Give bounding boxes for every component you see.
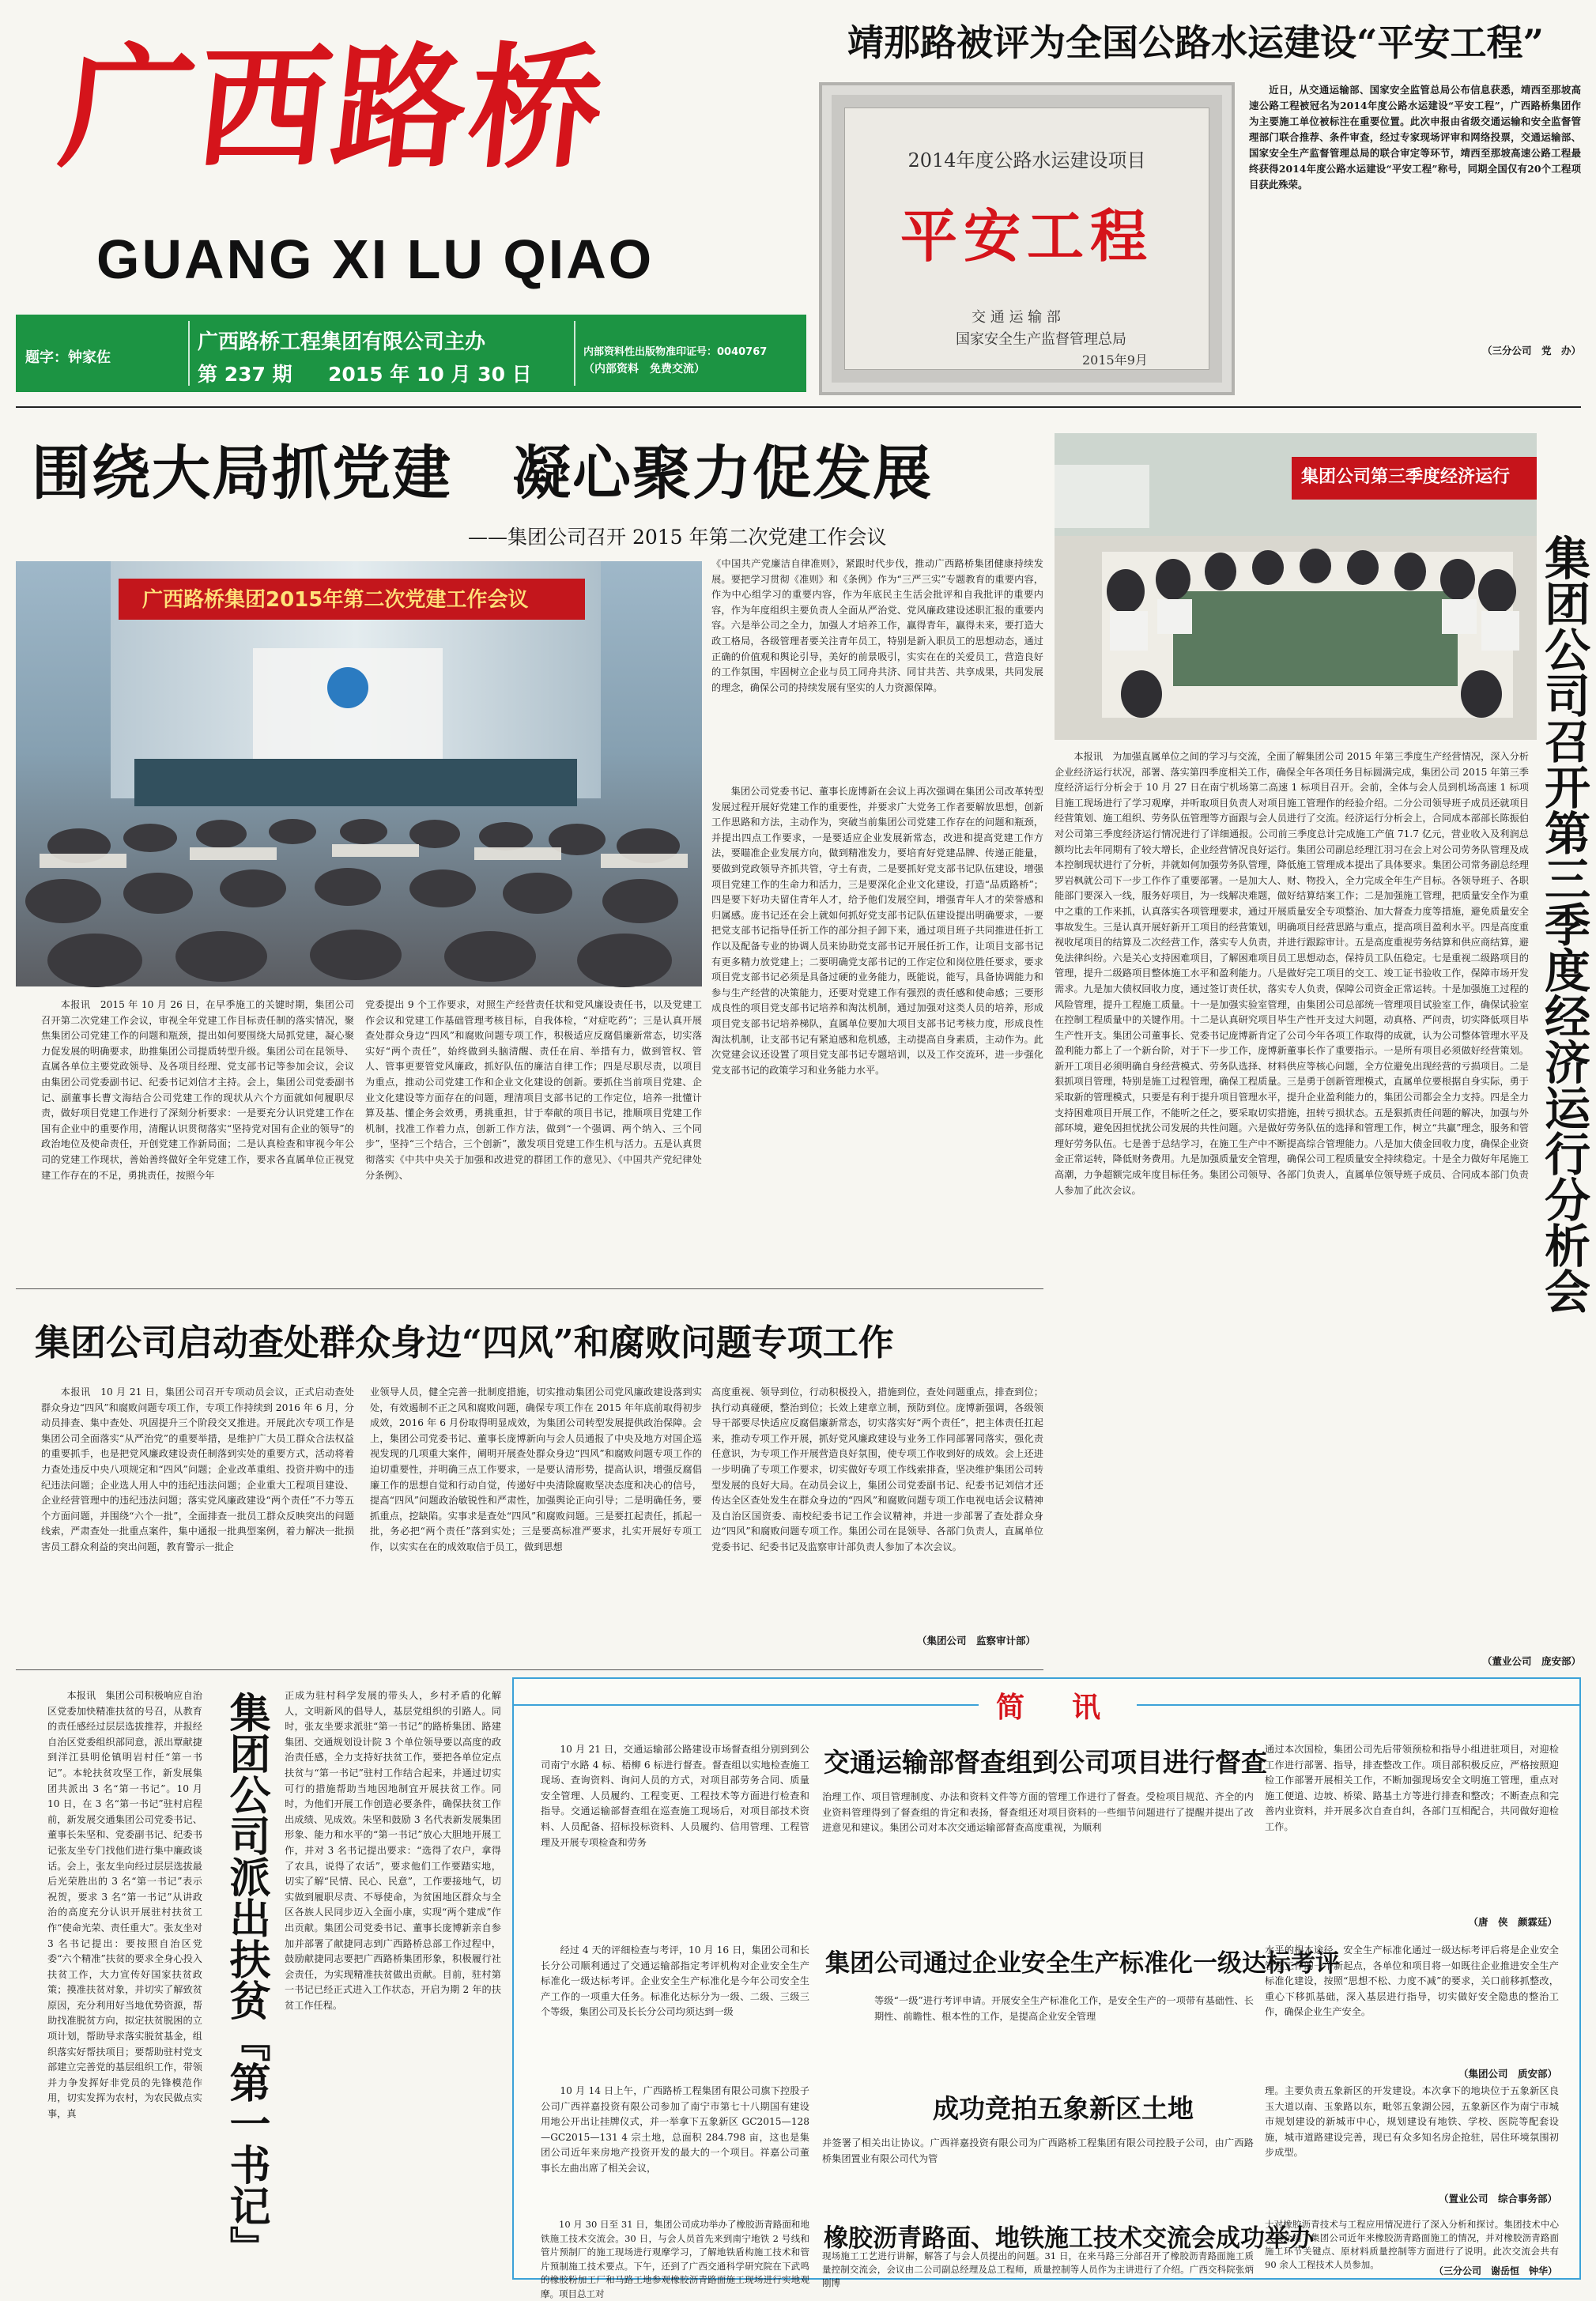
top-story-headline: 靖那路被评为全国公路水运建设“平安工程”: [847, 21, 1544, 64]
sifeng-story-col-2: 业领导人员，健全完善一批制度措施，切实推动集团公司党风廉政建设落到实处，有效遏制不正之风和腐败问题，确保专项工作在 2015 年年底前取得初步成效，2016 年 6 月份取得明显成效，为集团公司转型发展提供政治保障。会上，集团公司党委书记、董事长庞博新向与会人员通报了中央及地方对国企巡视发现的几项重大案件，阐明开展查处群众身边“四风”和腐败问题专项工作的迫切重要性，并明确三点工作要求，一是要认清形势，提高认识，增强反腐倡廉工作的思想自觉和行动自觉，传递好中央清除腐败坚决态度和决心的信号，提高“四风”问题政治敏锐性和严肃性，加强舆论正向引导；二是明确任务，要抓重点，挖缺陷。实事求是查处“四风”和腐败问题。三是要扛起责任，抓起一批，务必把“两个责任”落到实处；三是要高标准严要求，扎实开展好专项工作，以实实在在的成效取信于员工，做到思想: [370, 1386, 702, 1552]
inscription: 题字：钟家佐: [25, 349, 111, 366]
issue-date: 2015 年 10 月 30 日: [328, 363, 532, 386]
brief-news-box: [512, 1677, 1581, 2299]
section-rule: [16, 406, 1581, 408]
top-story-body: 近日，从交通运输部、国家安全监管总局公布信息获悉，靖西至那坡高速公路工程被冠名为2014年度公路水运建设“平安工程”，广西路桥集团作为主要施工单位被标注在重要位置。此次申报由省级交通运输和安全监督管理部门联合推荐、条件审查，经过专家现场评审和网络投票，交通运输部、国家安全生产监督管理总局的联合审定等环节，靖西至那坡高速公路工程最终获得2014年度公路水运建设“平安工程”称号，同期全国仅有20个工程项目获此殊荣。: [1249, 84, 1581, 190]
brief-item-3-col-2: 并签署了相关出让协议。广西祥嘉投资有限公司为广西路桥工程集团有限公司控股子公司，由广西路桥集团置业有限公司代为管: [822, 2137, 1254, 2164]
sifeng-story-credit: （集团公司 监察审计部）: [916, 1635, 1036, 1647]
brief-item-1-col-1: 10 月 21 日，交通运输部公路建设市场督查组分别到到公司南宁水路 4 标、梧柳 6 标进行督查。督查组以实地检查施工现场、查询资料、询问人员的方式，对项目部劳务合同、质量安全管理、人员履约、工程变更、工程技术等方面进行检查和指导。交通运输部督查组在巡查施工现场后，对项目部技术资料、人员配备、招标投标资料、人员履约、信用管理、工程管理及开展专项检查和劳务: [541, 1744, 809, 1848]
brief-item-3-col-3: 理。主要负责五象新区的开发建设。本次拿下的地块位于五象新区良玉大道以南、玉象路以东，毗邻五象湖公园，五象新区作为南宁市城市规划建设的新城市中心，规划建设有地铁、学校、医院等配套设施，城市道路建设完善，现已有众多知名房企抢驻，居住环境氛围初步成型。: [1265, 2085, 1559, 2159]
divider: [574, 321, 575, 386]
award-plaque: [819, 82, 1235, 395]
brief-item-4-title: 橡胶沥青路面、地铁施工技术交流会成功举办: [824, 2224, 1314, 2253]
poverty-story-col-1: 本报讯 集团公司积极响应自治区党委加快精准扶贫的号召，从教育的责任感经过层层选拔推荐，并报经自治区党委组织部同意，派出覃献捷到洋江县明伦镇明岩村任“第一书记”。本轮扶贫攻坚工作，新发展集团共派出 3 名“第一书记”。10 月 10 日，在 3 名“第一书记”驻村启程前，新发展交通集团公司党委书记、董事长朱坚和、党委副书记、纪委书记张友坐专门找他们进行集中廉政谈话。会上，张友坐向经过层层选拔最后光荣胜出的 3 名“第一书记”表示祝贺，要求 3 名“第一书记”从讲政治的高度充分认识开展驻村扶贫工作“使命光荣、责任重大”。张友坐对 3 名书记提出：要按照自治区党委“六个精准”扶贫的要求全身心投入扶贫工作，大力宣传好国家扶贫政策；摸准扶贫对象，并切实了解致贫原因，充分利用好当地优势资源，帮助找准脱贫方向，拟定扶贫脱困的立项计划，帮助导求落实脱贫基金，组织落实好帮扶项目；要帮助驻村党支部建立完善党的基层组织工作，带领并力争发挥好非党员的先锋模范作用，切实发挥为农村，为农民做点实事，真: [47, 1690, 202, 2120]
lead-story-col-3b: 集团公司党委书记、董事长庞博新在会议上再次强调在集团公司改革转型发展过程开展好党建工作的重要性，并要求广大党务工作者要解放思想，创新工作思路和方法，主动作为，突破当前集团公司党建工作存在的问题和瓶颈，并提出四点工作要求，一是要适应企业发展新常态，改进和提高党建工作方法，要瞄准企业发展方向，做到精准发力，要培育好党建品牌、传递正能量，要做到党政领导齐抓共管，守土有责，二是要抓好党支部书记队伍建设，增强项目党建工作的生命力和活力，三是要深化企业文化建设，打造“品质路桥”；四是要下好功夫留住青年人才，给予他们发展空间，增强青年人才的荣誉感和归属感。庞书记还在会上就如何抓好党支部书记队伍建设提出明确要求，一要把党支部书记指导任折工作的部分担子卸下来，通过项目班子共同推进任折工作以及配备专业的协调人员来协助党支部书记开展任折工作，让项目支部书记有更多精力放党建上；二要明确党支部书记的工作定位和岗位胜任要求，要求项目党支部书记必须是具备过硬的业务能力，既能说，能写，具备协调能力和参与生产经营的决策能力，还要对党建工作有强烈的责任感和使命感；三要形成良性的项目党支部书记培养和淘汰机制，通过加强对这类人员的培养，形成项目党支部书记培养梯队，直属单位要加大项目支部书记考核力度，形成良性淘汰机制，让支部书记有紧迫感和危机感，主动提高自身素质，主动作为。此次党建会议还设置了项目党支部书记专题培训，以及工作交流环，进一步强化党支部书记的政策学习和业务能力水平。: [711, 786, 1043, 1076]
econ-story-body: 本报讯 为加强直属单位之间的学习与交流，全面了解集团公司 2015 年第三季度生产经营情况，深入分析企业经济运行状况，部署、落实第四季度相关工作，确保全年各项任务目标圆满完成，集团公司 2015 年第三季度经济运行分析会于 10 月 27 日在南宁机场第二高速 1 标项目召开。会前，全体与会人员到机场高速 1 标项目施工现场进行了学习观摩，并听取项目负责人对项目施工管理作的经验介绍。二分公司领导班子成员还就项目经营策划、施工组织、劳务队伍管理等方面跟与会人员进行了交流。经济运行分析会上，合同成本部部长陈振伯对公司第三季度经济运行情况进行了详细通报。公司前三季度总计完成施工产值 71.7 亿元，营业收入及利润总额均比去年同期有了较大增长，企业经营情况良好运行。集团公司副总经理江羽习在会上对公司劳务队管理及成本控制现状进行了分析，并就如何加强劳务队管理，降低施工管理成本提出了具体要求。集团公司常务副总经理罗岩枫就公司下一步工作作了重要部署。一是加大人、财、物投入，全力完成全年生产目标。各领导班子、各职能部门要深入一线，服务好项目，为一线解决难题，做好结算结案工作；二是加强施工管理，把质量安全作为重中之重的工作来抓，认真落实各项管理要求，通过开展质量安全专项整治、加大督查力度等措施，避免质量安全事故发生。三是认真开展好新开工项目的经营策划，明确项目经营思路与重点，提高项目盈利水平。四是高度重视收尾项目的结算及二次经营工作，落实专人负责，并进行跟踪审计。五是高度重视劳务结算和供应商结算，避免法律纠纷。六是关心支持困难项目，了解困难项目员工思想动态，保持员工队伍稳定。七是重视二级路项目的管理，提升二级路项目整体施工水平和盈利能力。八是做好完工项目的交工、竣工证书验收工作，保障市场开发需求。九是加大债权回收力度，通过签订责任状，落实专人负责，保障公司资金正常运转。十是加强施工过程的风险管理，提升工程施工质量。十一是加强实验室管理，由集团公司总部统一管理项目试验室工作，确保试验室在控制工程质量中的关键作用。十二是认真研究项目毕生产性开支过大问题，动真格、严问责，切实降低项目毕生产性开支。集团公司董事长、党委书记庞博新肯定了公司今年各项工作取得的成就，认为公司整体管理水平及盈利能力都上了一个新台阶，对于下一步工作，庞博新董事长作了重要指示。一是所有项目必须做好经营策划。新开工项目必须明确自身经营模式、劳务队选择、材料供应等核心问题，全方位避免出现经营的亏损项目。二是狠抓项目管理，特别是施工过程管理，确保工程质量。三是勇于创新管理模式，直属单位要根据自身实际，勇于采取新的管理模式，只要是有利于提升项目管理水平，提升企业盈利能力的，集团公司都会全力支持。四是全力支持困难项目开展工作，不能听之任之，要采取切实措施，扭转亏损状态。五是狠抓责任问题的解决，加强与外部环境，避免因担忧扰公司发展的共性问题。六是做好劳务队伍的选择和管理工作，树立“共赢”理念，服务和管理好劳务队伍。七是善于总结学习，在施工生产中不断提高综合管理能力。八是加大债金回收力度，确保企业资金正常运转，降低财务费用。九是加强质量安全管理，确保公司工程质量安全持续稳定。十是全力做好年尾施工高潮，力争超额完成年度目标任务。集团公司领导、各部门负责人，直属单位领导班子成员、合同成本部门负责人参加了此次会议。: [1055, 751, 1529, 1196]
masthead-pinyin: GUANG XI LU QIAO: [96, 228, 655, 290]
plaque-issuer-1: 交 通 运 输 部: [972, 309, 1061, 326]
plaque-year-line: 2014年度公路水运建设项目: [907, 149, 1146, 172]
brief-item-3-col-1: 10 月 14 日上午，广西路桥工程集团有限公司旗下控股子公司广西祥嘉投资有限公司参加了南宁市第七十八期国有建设用地公开出让挂牌仪式，并一举拿下五象新区 GC2015—128—GC2015—131 4 宗土地，总面积 284.798 亩，这也是集团公司近年来房地产投资开发的最大的一个项目。祥嘉公司董事长左曲出席了相关会议，: [541, 2085, 809, 2174]
brief-item-4-col-2: 现场施工工艺进行讲解，解答了与会人员提出的问题。31 日，在来马路三分部召开了橡胶沥青路面施工质量控制交流会，会议由二公司副总经理及总工程师，质量控制等人员作为主讲进行了介绍。广西交科院张炳刚博: [822, 2250, 1254, 2288]
meeting-photo: [16, 561, 702, 986]
brief-item-1-col-3: 通过本次国检，集团公司先后带领预检和指导小组进驻项目，对迎检工作进行部署、指导，排查整改工作。项目部积极反应，严格按照迎检工作部署开展相关工作，不断加强现场安全文明施工管理，重点对施工便道、边坡、桥梁、路基土方等进行排查和整改；不断查点和完善内业资料，并开展多次自查自纠，各部门互相配合，共同做好迎检工作。: [1265, 1744, 1559, 1832]
brief-heading: 简讯: [996, 1692, 1149, 1724]
econ-meeting-photo: [1055, 433, 1537, 740]
photo-banner-text: 广西路桥集团2015年第二次党建工作会议: [142, 588, 529, 612]
lead-story-headline: 围绕大局抓党建 凝心聚力促发展: [32, 439, 933, 507]
lead-story-subhead: ——集团公司召开 2015 年第二次党建工作会议: [468, 526, 887, 549]
divider: [188, 321, 190, 386]
plaque-issuer-2: 国家安全生产监督管理总局: [956, 331, 1126, 348]
brief-item-4-col-1: 10 月 30 日至 31 日，集团公司成功举办了橡胶沥青路面和地铁施工技术交流会。30 日，与会人员首先来到南宁地铁 2 号线和管片预制厂的施工现场进行观摩学习，了解地铁盾构施工技术和管片预制施工技术要点。下午，还到了广西交通科学研究院在下武鸣的橡胶粉加工厂和马路工地参观橡胶沥青路面施工现场进行实地观摩。项目总工对: [541, 2219, 809, 2299]
brief-item-2-col-2: 等级“一级”进行考评申请。开展安全生产标准化工作，是安全生产的一项带有基础性、长期性、前瞻性、根本性的工作，是提高企业安全管理: [874, 1995, 1254, 2022]
plaque-date: 2015年9月: [1082, 353, 1148, 368]
lead-story-col-2: 党委提出 9 个工作要求，对照生产经营责任状和党风廉设责任书，以及党建工作会议和党建工作基础管理考核目标，自我体检，“对症吃药”；三是认真开展查处群众身边“四风”和腐败问题专项工作，积极适应反腐倡廉新常态，切实落实好“两个责任”，始终做到头脑清醒、责任在肩、举措有力，做到管权、管人、管事更要管党风廉政，抓好队伍的廉洁自律工作；四是尽职尽责，以项目为重点，推动公司党建工作和企业文化建设的创新。要抓住当前项目党建、企业文化建设等方面存在的问题，理清项目支部书记的工作定位，培养一批懂计算及基、懂企务会效勇，勇挑重担，甘于奉献的项目书记，推顺项目党建工作机制，找准工作着力点，创新工作方法，做到“一个强调、两个纳入、三个同步”，坚持“三个结合，三个创新”，激发项目党建工作生机与活力。五是认真贯彻落实《中共中央关于加强和改进党的群团工作的意见》、《中国共产党纪律处分条例》、: [365, 999, 702, 1181]
brief-item-2-title: 集团公司通过企业安全生产标准化一级达标考评: [825, 1949, 1340, 1978]
sifeng-story-col-3: 高度重视、领导到位，行动积极投入，措施到位，查处问题重点，排查到位；执行动真碰硬，整治到位；长效上建章立制，预防到位。庞博新强调，各级领导干部要尽快适应反腐倡廉新常态，切实落实好“两个责任”，把主体责任扛起来，推动专项工作开展，抓好党风廉政建设与业务工作同部署同落实，强化责任意识，为专项工作开展营造良好氛围，使专项工作收到好的成效。会上还进一步明确了专项工作要求，切实做好专项工作线索排查，坚决维护集团公司转型发展的良好大局。在动员会议上，集团公司党委副书记、纪委书记刘信才还传达全区查处发生在群众身边的“四风”和腐败问题专项工作电视电话会议精神及自治区国资委、南校纪委书记工作会议精神，并进一步部署了查处群众身边“四风”和腐败问题专项工作。集团公司在昆领导、各部门负责人，直属单位党委书记、纪委书记及监察审计部负责人参加了本次会议。: [711, 1386, 1043, 1552]
brief-item-2-col-3: 水平的根本途径。安全生产标准化通过一级达标考评后将是企业安全管理工作的一个新起点，各单位和项目将一如既往企业推进安全生产标准化建设，按照“思想不松、力度不减”的要求，关口前移抓整改，重心下移抓基础，深入基层进行指导，切实做好安全隐患的整治工作，确保企业生产安全。: [1265, 1945, 1559, 2018]
lead-story-col-1: 本报讯 2015 年 10 月 26 日，在早季施工的关键时期，集团公司召开第二次党建工作会议，审视全年党建工作目标责任制的落实情况，聚焦集团公司党建工作的问题和瓶颈，提出如何要围绕大局抓党建，凝心聚力促发展的明确要求，助推集团公司提质转型升级。集团公司在昆领导、直属各单位主要党政领导、及各项目经理、党支部书记等参加会议，会议由集团公司党委副书记、纪委书记刘信才主持。会上，集团公司党委副书记、副董事长曹文海结合公司党建工作的现状从六个方面就如何履职尽责，做好项目党建工作进行了深刻分析要求：一是要充分认识党建工作在国有企业中的重要作用，清醒认识贯彻落实“坚持党对国有企业的领导”的政治地位及使命责任，开创党建工作新局面；二是认真检查和审视今年公司的党建工作现状，善始善终做好全年党建工作，要求各直属单位正视党建工作存在的不足，勇挑责任，按照今年: [41, 999, 354, 1181]
brief-item-3-credit: （置业公司 综合事务部）: [1438, 2193, 1557, 2205]
permit-number: 内部资料性出版物准印证号：0040767: [583, 346, 768, 358]
brief-item-3-title: 成功竞拍五象新区土地: [933, 2093, 1194, 2124]
brief-item-2-credit: （集团公司 质安部）: [1458, 2068, 1557, 2080]
brief-item-1-title: 交通运输部督查组到公司项目进行督查: [824, 1747, 1267, 1778]
brief-item-1-col-2: 治理工作、项目管理制度、办法和资料文件等方面的管理工作进行了督查。受检项目规范、齐全的内业资料管理得到了督查组的肯定和表扬，督查组还对项目资料的一些细节问题进行了提醒并提出了改进意见和建议。集团公司对本次交通运输部督查高度重视，为顺利: [822, 1791, 1254, 1834]
econ-story-headline: 集团公司召开第三季度经济运行分析会: [1537, 534, 1590, 1314]
top-story-credit: （三分公司 党 办）: [1481, 345, 1581, 356]
lead-story-col-3a: 《中国共产党廉洁自律准则》，紧跟时代步伐，推动广西路桥集团健康持续发展。要把学习贯彻《准则》和《条例》作为“三严三实”专题教育的重要内容，作为中心组学习的重要内容，作为年底民主生活会批评和自我批评的重要内容，作为年度组织主要负责人全面从严治党、党风廉政建设述职汇报的重要内容。六是举公司之全力，加强人才培养工作，赢得青年，赢得未来，要打造大政工格局，各级管理者要关注青年员工，特别是新入职员工的思想动态，通过正确的价值观和舆论引导，美好的前景吸引，实实在在的关爱员工，营造良好的工作氛围，牢固树立企业与员工同舟共济、同甘共苦、共享成果，共同发展的理念，确保公司的持续发展有坚实的人力资源保障。: [711, 558, 1043, 693]
poverty-story-headline: 集团公司派出扶贫『第一书记』: [222, 1692, 270, 2267]
brief-item-2-col-1: 经过 4 天的评细检查与考评，10 月 16 日，集团公司和长长分公司顺利通过了交通运输部指定考评机构对企业安全生产标准化一级达标考评。企业安全生产标准化是今年公司安全生产工作的一项重大任务。标准化达标分为一级、二级、三级三个等级，集团公司及长长分公司均须达到一级: [541, 1945, 809, 2018]
sponsor: 广西路桥工程集团有限公司主办: [198, 330, 486, 354]
brief-item-4-col-3: 士对橡胶沥青技术与工程应用情况进行了深入分析和探讨。集团技术中心人员介绍了集团公司近年来橡胶沥青路面施工的情况，并对橡胶沥青路面施工环节关键点、原材料质量控制等方面进行了说明。此次交流会共有 90 余人工程技术人员参加。: [1265, 2219, 1559, 2270]
distribution-note: （内部资料 免费交流）: [583, 363, 705, 375]
section-rule: [16, 1669, 1043, 1670]
meeting-hall-image: [16, 561, 702, 986]
econ-photo-banner: 集团公司第三季度经济运行: [1301, 467, 1511, 487]
sifeng-story-col-1: 本报讯 10 月 21 日，集团公司召开专项动员会议，正式启动查处群众身边“四风”和腐败问题专项工作，专项工作持续到 2016 年 6 月，分动员排查、集中查处、巩固提升三个阶段交叉推进。开展此次专项工作是集团公司全面落实“从严治党”的重要举措，是维护广大员工群众合法权益的重要抓手，也是把党风廉政建设责任制落到实处的重要方式，活动将着力查处违反中央八项规定和“四风”问题；企业改革重组、投资并购中的违纪违法问题；企业选人用人中的违纪违法问题；企业重大工程项目建设、企业经营管理中的违纪违法问题；落实党风廉政建设“两个责任”不力等五个方面问题，并围绕“六个一批”，全面排查一批员工群众反映突出的问题线索，严肃查处一批重点案件，集中通报一批典型案例，着力解决一批损害员工群众利益的突出问题，教育警示一批企: [41, 1386, 354, 1552]
section-rule: [16, 1288, 1043, 1289]
masthead-info-bar: [16, 315, 806, 392]
issue-number: 第 237 期: [198, 363, 292, 386]
sifeng-story-headline: 集团公司启动查处群众身边“四风”和腐败问题专项工作: [35, 1322, 894, 1364]
brief-item-1-credit: （唐 侠 颜霖廷）: [1468, 1916, 1557, 1928]
plaque-award: 平安工程: [900, 202, 1153, 270]
brief-item-4-credit: （三分公司 谢岳恒 钟华）: [1433, 2265, 1557, 2276]
econ-story-credit: （董业公司 庞安部）: [1481, 1655, 1581, 1667]
poverty-story-col-2: 正成为驻村科学发展的带头人，乡村矛盾的化解人，文明新风的倡导人，基层党组织的引路人。同时，张友坐要求派驻“第一书记”的路桥集团、路建集团、交通规划设计院 3 个单位领导要以高度的政治责任感，全力支持好扶贫工作，要把各单位定点扶贫与“第一书记”驻村工作结合起来，并通过切实可行的措施帮助当地因地制宜开展扶贫工作。同时，为他们开展工作创造必要条件，确保扶贫工作出成绩、见成效。朱坚和鼓励 3 名代表新发展集团形象、能力和水平的“第一书记”放心大胆地开展工作，并对 3 名书记提出要求：“选得了农户，拿得了农具，说得了农话”，要求他们工作要踏实地，切实了解“民情、民心、民意”，工作要接地气，切实做到履职尽责、不辱使命，为贫困地区群众与全区各族人民同步迈入全面小康，实现“两个建成”作出贡献。集团公司党委书记、董事长庞博新亲自参加并部署了献捷同志到广西路桥总部工作过程中，鼓励献捷同志要把广西路桥集团形象，积极履行社会责任，为实现精准扶贫做出贡献。目前，驻村第一书记已经正式进入工作状态，开启为期 2 年的扶贫工作任程。: [285, 1690, 501, 2011]
masthead-title: 广西路桥: [53, 29, 614, 186]
